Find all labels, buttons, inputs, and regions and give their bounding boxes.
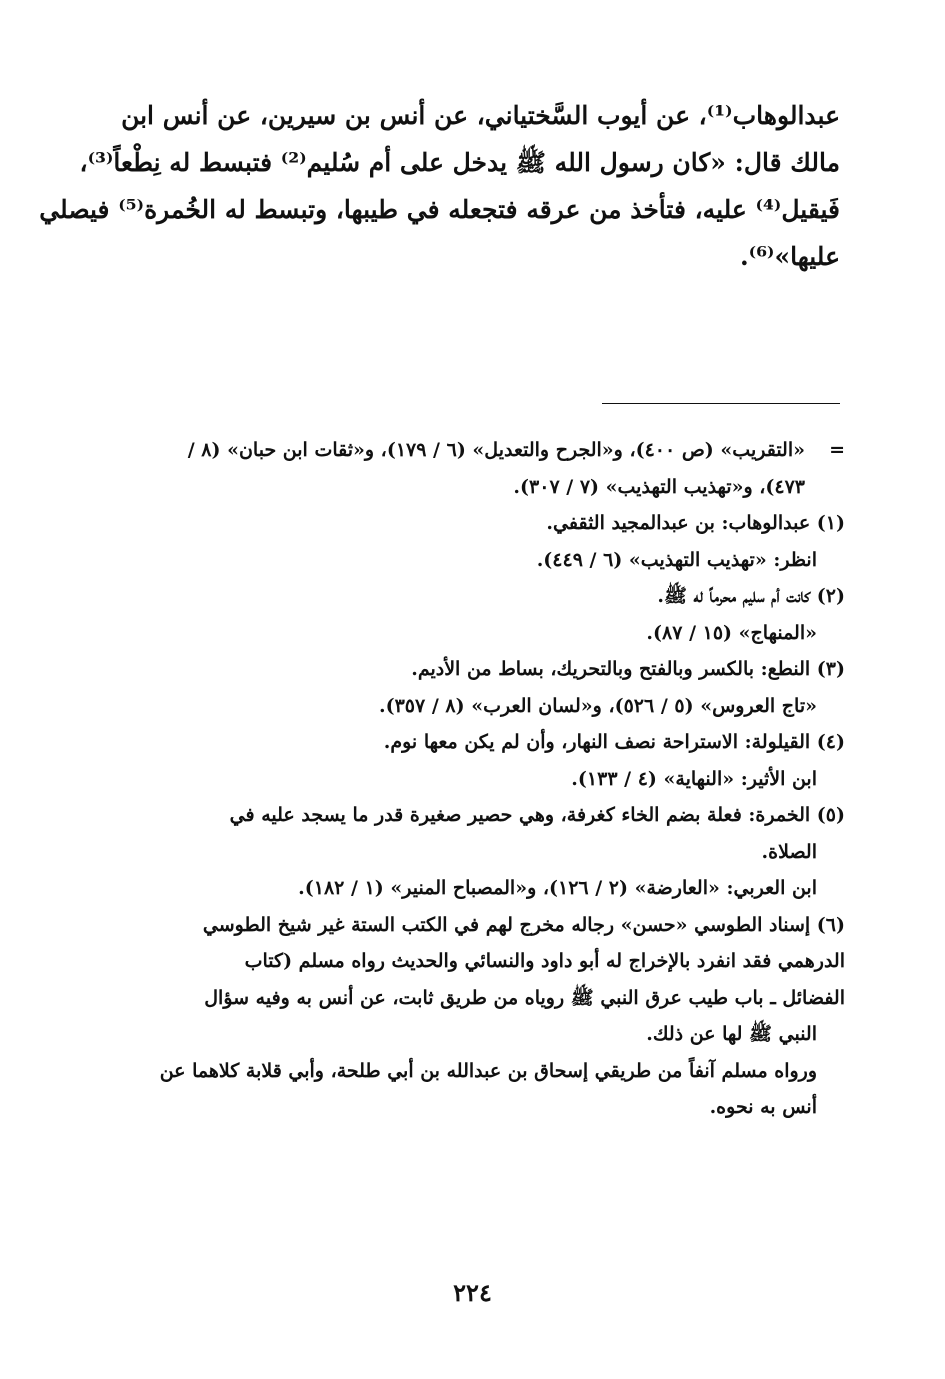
page-number: ٢٢٤ <box>453 1278 492 1307</box>
footnote-6: (٦) إسناد الطوسي «حسن» رجاله مخرج لهم في الكتب الستة غير شيخ الطوسي <box>202 913 845 936</box>
footnotes-block <box>118 432 845 1126</box>
footnote-2: (٢) كانت أم سليم محرماً له ﷺ. <box>657 585 845 607</box>
main-text-line: عبدالوهاب⁽¹⁾، عن أيوب السَّختياني، عن أنس بن سيرين، عن أنس ابن <box>121 101 840 130</box>
footnote-6-cont: النبي ﷺ لها عن ذلك. <box>646 1023 817 1045</box>
footnote-6-note: أنس به نحوه. <box>709 1096 817 1118</box>
footnote-5-cont: الصلاة. <box>761 840 817 863</box>
footnote-6-note: ورواه مسلم آنفاً من طريقي إسحاق بن عبدالله بن أبي طلحة، وأبي قلابة كلاهما عن <box>159 1059 817 1082</box>
footnote-separator <box>602 403 840 404</box>
footnote-4-source: ابن الأثير: «النهاية» (٤ / ١٣٣). <box>571 767 817 790</box>
main-text-block <box>39 92 840 280</box>
continuation-marker: = <box>829 439 845 461</box>
main-text-line: عليها»⁽⁶⁾. <box>739 242 840 271</box>
footnote-1: (١) عبدالوهاب: بن عبدالمجيد الثقفي. <box>546 512 845 534</box>
footnote-1-source: انظر: «تهذيب التهذيب» (٦ / ٤٤٩). <box>536 548 817 571</box>
footnote-text: ٤٧٣)، و«تهذيب التهذيب» (٧ / ٣٠٧). <box>513 475 805 498</box>
footnote-line <box>118 432 845 469</box>
footnote-3: (٣) النطع: بالكسر وبالفتح وبالتحريك، بساط من الأديم. <box>411 658 845 680</box>
footnote-3-source: «تاج العروس» (٥ / ٥٢٦)، و«لسان العرب» (٨ / ٣٥٧). <box>378 694 817 717</box>
footnote-line <box>118 469 845 506</box>
footnote-6-cont: الفضائل ـ باب طيب عرق النبي ﷺ روياه من طريق ثابت، عن أنس به وفيه سؤال <box>204 986 845 1009</box>
footnote-5-source: ابن العربي: «العارضة» (٢ / ١٢٦)، و«المصباح المنير» (١ / ١٨٢). <box>298 877 817 899</box>
footnote-4: (٤) القيلولة: الاستراحة نصف النهار، وأن لم يكن معها نوم. <box>383 731 845 753</box>
footnote-5: (٥) الخمرة: فعلة بضم الخاء كغرفة، وهي حصير صغيرة قدر ما يسجد عليه في <box>229 804 845 826</box>
footnote-2-source: «المنهاج» (١٥ / ٨٧). <box>646 621 817 644</box>
main-text-line: مالك قال: «كان رسول الله ﷺ يدخل على أم سُليم⁽²⁾ فتبسط له نِطْعاً⁽³⁾، <box>79 148 840 177</box>
footnote-text: «التقريب» (ص ٤٠٠)، و«الجرح والتعديل» (٦ / ١٧٩)، و«ثقات ابن حبان» (٨ / <box>187 439 805 461</box>
main-text-line: فَيقيل⁽⁴⁾ عليه، فتأخذ من عرقه فتجعله في طيبها، وتبسط له الخُمرة⁽⁵⁾ فيصلي <box>39 195 840 224</box>
footnote-6-cont: الدرهمي فقد انفرد بالإخراج له أبو داود والنسائي والحديث رواه مسلم (كتاب <box>244 950 845 972</box>
